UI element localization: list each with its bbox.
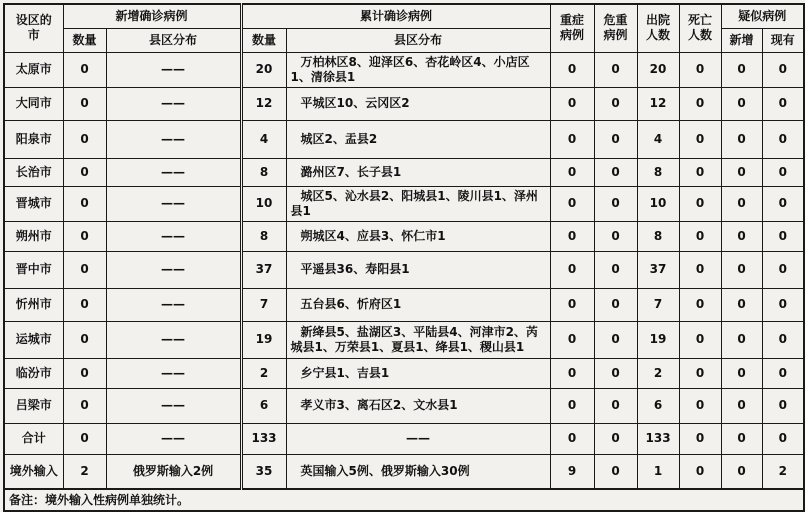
count-cell: 0 bbox=[762, 87, 804, 120]
count-cell: 35 bbox=[241, 454, 286, 489]
count-cell: 0 bbox=[721, 221, 762, 251]
count-cell: 0 bbox=[594, 454, 637, 489]
count-cell: 2 bbox=[241, 358, 286, 388]
count-cell: 0 bbox=[550, 288, 594, 321]
count-cell: 10 bbox=[637, 186, 679, 221]
table-header bbox=[4, 4, 804, 52]
district-cell: 朔城区4、应县3、怀仁市1 bbox=[286, 221, 550, 251]
table-row bbox=[4, 158, 804, 186]
col-header-critical: 危重病例 bbox=[594, 4, 637, 52]
count-cell: 0 bbox=[679, 358, 721, 388]
count-cell: 0 bbox=[594, 321, 637, 358]
count-cell: 6 bbox=[241, 388, 286, 423]
district-cell: —— bbox=[106, 288, 241, 321]
count-cell: 0 bbox=[762, 358, 804, 388]
district-cell: —— bbox=[106, 388, 241, 423]
count-cell: 0 bbox=[679, 120, 721, 158]
district-cell: 俄罗斯输入2例 bbox=[106, 454, 241, 489]
count-cell: 0 bbox=[63, 87, 106, 120]
count-cell: 0 bbox=[594, 288, 637, 321]
count-cell: 8 bbox=[637, 158, 679, 186]
count-cell: 1 bbox=[637, 454, 679, 489]
count-cell: 0 bbox=[721, 158, 762, 186]
count-cell: 0 bbox=[550, 158, 594, 186]
district-cell: 城区5、沁水县2、阳城县1、陵川县1、泽州县1 bbox=[286, 186, 550, 221]
col-header-new-count: 数量 bbox=[63, 28, 106, 52]
count-cell: 2 bbox=[762, 454, 804, 489]
count-cell: 0 bbox=[550, 186, 594, 221]
count-cell: 0 bbox=[721, 186, 762, 221]
col-header-suspected-group: 疑似病例 bbox=[721, 4, 804, 28]
count-cell: 0 bbox=[63, 288, 106, 321]
district-cell: 五台县6、忻府区1 bbox=[286, 288, 550, 321]
table-row bbox=[4, 251, 804, 288]
count-cell: 0 bbox=[550, 321, 594, 358]
count-cell: 0 bbox=[679, 186, 721, 221]
count-cell: 0 bbox=[550, 87, 594, 120]
district-cell: —— bbox=[106, 186, 241, 221]
count-cell: 0 bbox=[63, 321, 106, 358]
count-cell: 20 bbox=[241, 52, 286, 87]
count-cell: 0 bbox=[679, 52, 721, 87]
count-cell: 7 bbox=[637, 288, 679, 321]
count-cell: 12 bbox=[637, 87, 679, 120]
count-cell: 0 bbox=[762, 423, 804, 454]
district-cell: —— bbox=[106, 358, 241, 388]
count-cell: 0 bbox=[721, 120, 762, 158]
count-cell: 0 bbox=[721, 251, 762, 288]
city-cell: 境外输入 bbox=[4, 454, 63, 489]
count-cell: 0 bbox=[721, 87, 762, 120]
table-row bbox=[4, 186, 804, 221]
count-cell: 0 bbox=[721, 288, 762, 321]
table-row bbox=[4, 52, 804, 87]
count-cell: 0 bbox=[679, 454, 721, 489]
count-cell: 0 bbox=[550, 358, 594, 388]
district-cell: 万柏林区8、迎泽区6、杏花岭区4、小店区1、清徐县1 bbox=[286, 52, 550, 87]
count-cell: 0 bbox=[550, 388, 594, 423]
city-cell: 晋城市 bbox=[4, 186, 63, 221]
count-cell: 0 bbox=[721, 52, 762, 87]
col-header-new-group: 新增确诊病例 bbox=[63, 4, 241, 28]
count-cell: 4 bbox=[241, 120, 286, 158]
city-cell: 临汾市 bbox=[4, 358, 63, 388]
count-cell: 0 bbox=[550, 423, 594, 454]
count-cell: 0 bbox=[679, 158, 721, 186]
col-header-cum-group: 累计确诊病例 bbox=[241, 4, 550, 28]
city-cell: 吕梁市 bbox=[4, 388, 63, 423]
count-cell: 0 bbox=[762, 221, 804, 251]
city-cell: 长治市 bbox=[4, 158, 63, 186]
district-cell: —— bbox=[286, 423, 550, 454]
district-cell: 城区2、盂县2 bbox=[286, 120, 550, 158]
count-cell: 0 bbox=[550, 251, 594, 288]
count-cell: 0 bbox=[63, 251, 106, 288]
col-header-discharged: 出院人数 bbox=[637, 4, 679, 52]
count-cell: 0 bbox=[550, 120, 594, 158]
col-header-suspected-new: 新增 bbox=[721, 28, 762, 52]
district-cell: 英国输入5例、俄罗斯输入30例 bbox=[286, 454, 550, 489]
count-cell: 0 bbox=[63, 388, 106, 423]
count-cell: 0 bbox=[679, 87, 721, 120]
district-cell: —— bbox=[106, 251, 241, 288]
count-cell: 0 bbox=[721, 423, 762, 454]
count-cell: 133 bbox=[241, 423, 286, 454]
count-cell: 0 bbox=[721, 358, 762, 388]
count-cell: 0 bbox=[594, 87, 637, 120]
city-cell: 阳泉市 bbox=[4, 120, 63, 158]
count-cell: 0 bbox=[762, 120, 804, 158]
count-cell: 0 bbox=[762, 321, 804, 358]
count-cell: 37 bbox=[637, 251, 679, 288]
count-cell: 0 bbox=[679, 221, 721, 251]
count-cell: 0 bbox=[762, 251, 804, 288]
header-row-1 bbox=[4, 4, 804, 28]
count-cell: 0 bbox=[679, 288, 721, 321]
count-cell: 0 bbox=[762, 186, 804, 221]
count-cell: 0 bbox=[762, 158, 804, 186]
count-cell: 0 bbox=[594, 120, 637, 158]
district-cell: 潞州区7、长子县1 bbox=[286, 158, 550, 186]
count-cell: 2 bbox=[63, 454, 106, 489]
table-row bbox=[4, 221, 804, 251]
count-cell: 0 bbox=[63, 52, 106, 87]
table-note: 备注：境外输入性病例单独统计。 bbox=[4, 489, 804, 511]
count-cell: 0 bbox=[721, 388, 762, 423]
count-cell: 8 bbox=[241, 221, 286, 251]
col-header-deaths: 死亡人数 bbox=[679, 4, 721, 52]
table-row bbox=[4, 321, 804, 358]
count-cell: 0 bbox=[721, 321, 762, 358]
district-cell: —— bbox=[106, 87, 241, 120]
count-cell: 0 bbox=[63, 186, 106, 221]
table-row bbox=[4, 87, 804, 120]
table-footer bbox=[4, 489, 804, 511]
count-cell: 6 bbox=[637, 388, 679, 423]
count-cell: 37 bbox=[241, 251, 286, 288]
district-cell: —— bbox=[106, 423, 241, 454]
count-cell: 0 bbox=[594, 423, 637, 454]
count-cell: 7 bbox=[241, 288, 286, 321]
count-cell: 0 bbox=[63, 221, 106, 251]
district-cell: —— bbox=[106, 321, 241, 358]
col-header-cum-count: 数量 bbox=[241, 28, 286, 52]
district-cell: —— bbox=[106, 158, 241, 186]
city-cell: 朔州市 bbox=[4, 221, 63, 251]
table-row bbox=[4, 388, 804, 423]
city-cell: 忻州市 bbox=[4, 288, 63, 321]
count-cell: 0 bbox=[550, 221, 594, 251]
count-cell: 0 bbox=[550, 52, 594, 87]
count-cell: 0 bbox=[63, 358, 106, 388]
note-row bbox=[4, 489, 804, 511]
count-cell: 0 bbox=[594, 388, 637, 423]
district-cell: 乡宁县1、吉县1 bbox=[286, 358, 550, 388]
count-cell: 0 bbox=[679, 388, 721, 423]
district-cell: 新绛县5、盐湖区3、平陆县4、河津市2、芮城县1、万荣县1、夏县1、绛县1、稷山县1 bbox=[286, 321, 550, 358]
count-cell: 0 bbox=[679, 423, 721, 454]
city-cell: 太原市 bbox=[4, 52, 63, 87]
covid-stats-table bbox=[3, 3, 805, 512]
col-header-severe: 重症病例 bbox=[550, 4, 594, 52]
count-cell: 0 bbox=[63, 120, 106, 158]
table-row bbox=[4, 358, 804, 388]
count-cell: 0 bbox=[679, 251, 721, 288]
count-cell: 19 bbox=[637, 321, 679, 358]
col-header-suspected-existing: 现有 bbox=[762, 28, 804, 52]
count-cell: 20 bbox=[637, 52, 679, 87]
district-cell: 平遥县36、寿阳县1 bbox=[286, 251, 550, 288]
count-cell: 133 bbox=[637, 423, 679, 454]
count-cell: 12 bbox=[241, 87, 286, 120]
district-cell: —— bbox=[106, 52, 241, 87]
count-cell: 0 bbox=[762, 388, 804, 423]
count-cell: 8 bbox=[637, 221, 679, 251]
count-cell: 10 bbox=[241, 186, 286, 221]
count-cell: 0 bbox=[594, 186, 637, 221]
city-cell: 晋中市 bbox=[4, 251, 63, 288]
city-cell: 大同市 bbox=[4, 87, 63, 120]
count-cell: 4 bbox=[637, 120, 679, 158]
count-cell: 0 bbox=[594, 158, 637, 186]
count-cell: 0 bbox=[594, 52, 637, 87]
count-cell: 9 bbox=[550, 454, 594, 489]
count-cell: 19 bbox=[241, 321, 286, 358]
district-cell: —— bbox=[106, 120, 241, 158]
count-cell: 0 bbox=[594, 251, 637, 288]
count-cell: 2 bbox=[637, 358, 679, 388]
table-row bbox=[4, 423, 804, 454]
table-row bbox=[4, 454, 804, 489]
district-cell: 平城区10、云冈区2 bbox=[286, 87, 550, 120]
district-cell: —— bbox=[106, 221, 241, 251]
count-cell: 0 bbox=[721, 454, 762, 489]
count-cell: 0 bbox=[594, 221, 637, 251]
count-cell: 0 bbox=[594, 358, 637, 388]
count-cell: 0 bbox=[63, 423, 106, 454]
city-cell: 合计 bbox=[4, 423, 63, 454]
count-cell: 0 bbox=[63, 158, 106, 186]
table-row bbox=[4, 120, 804, 158]
count-cell: 0 bbox=[679, 321, 721, 358]
count-cell: 0 bbox=[762, 288, 804, 321]
district-cell: 孝义市3、离石区2、文水县1 bbox=[286, 388, 550, 423]
table-body bbox=[4, 52, 804, 489]
city-cell: 运城市 bbox=[4, 321, 63, 358]
count-cell: 8 bbox=[241, 158, 286, 186]
col-header-city: 设区的市 bbox=[4, 4, 63, 52]
table-row bbox=[4, 288, 804, 321]
count-cell: 0 bbox=[762, 52, 804, 87]
col-header-new-district: 县区分布 bbox=[106, 28, 241, 52]
col-header-cum-district: 县区分布 bbox=[286, 28, 550, 52]
